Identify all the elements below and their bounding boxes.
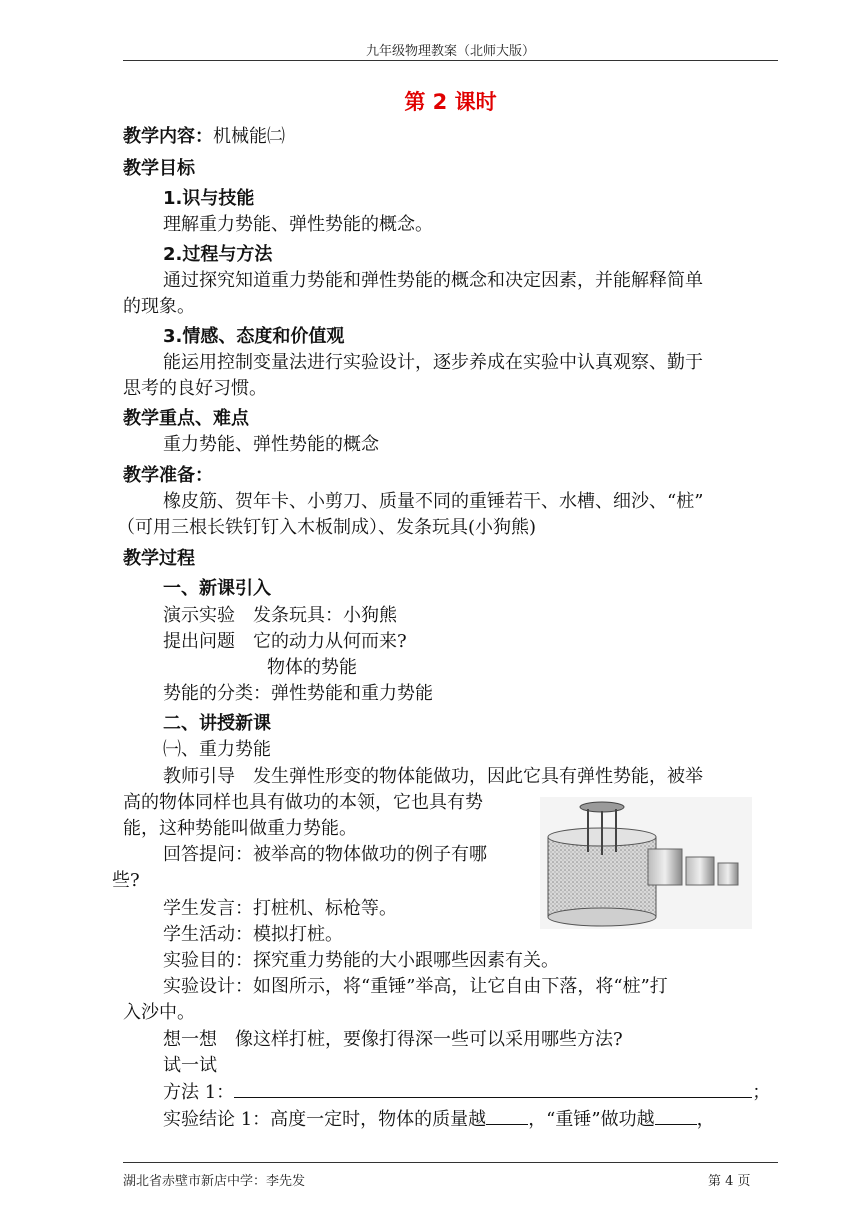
conclusion1-part-a: 实验结论 1：高度一定时，物体的质量越 [163,1109,487,1130]
guide-line-3: 能，这种势能叫做重力势能。 [123,818,357,839]
header-rule [123,60,778,61]
part1-heading: 一、新课引入 [163,578,271,599]
content-line [123,124,285,150]
method1-blank [234,1079,752,1098]
conclusion1-part-c: ， [696,1109,715,1130]
question-line: 提出问题 它的动力从何而来? [163,631,407,652]
method1-end: ； [752,1082,771,1103]
process-heading: 教学过程 [123,548,195,569]
objective-1-text: 理解重力势能、弹性势能的概念。 [163,214,433,235]
try-line: 试一试 [163,1055,217,1076]
classification-line: 势能的分类：弹性势能和重力势能 [163,683,433,704]
objective-3-text-1: 能运用控制变量法进行实验设计，逐步养成在实验中认真观察、勤于 [163,352,703,373]
content-value: 机械能㈡ [213,126,285,147]
objective-3-heading: 3.情感、态度和价值观 [163,326,345,347]
prep-text-1: 橡皮筋、贺年卡、小剪刀、质量不同的重锤若干、水槽、细沙、“桩” [163,491,704,512]
pile-driving-experiment-figure [540,797,752,929]
footer-rule [123,1162,778,1163]
student-activity-line: 学生活动：模拟打桩。 [163,924,343,945]
answer-line-1: 回答提问：被举高的物体做功的例子有哪 [163,844,487,865]
objective-1-heading: 1.识与技能 [163,188,255,209]
part2-heading: 二、讲授新课 [163,713,271,734]
guide-line-1: 教师引导 发生弹性形变的物体能做功，因此它具有弹性势能，被举 [163,766,703,787]
running-header: 九年级物理教案（北师大版） [365,44,535,59]
prep-text-2: （可用三根长铁钉钉入木板制成）、发条玩具(小狗熊) [117,517,537,538]
conclusion1-blank-1 [486,1106,528,1125]
sub1-heading: ㈠、重力势能 [163,739,271,760]
prep-heading: 教学准备： [123,465,213,486]
objective-2-heading: 2.过程与方法 [163,244,273,265]
objective-2-text-1: 通过探究知道重力势能和弹性势能的概念和决定因素，并能解释简单 [163,270,703,291]
lesson-title: 第 2 课时 [404,90,497,114]
conclusion1-line [163,1106,715,1133]
key-points-heading: 教学重点、难点 [123,408,249,429]
potential-line: 物体的势能 [267,657,357,678]
objective-3-text-2: 思考的良好习惯。 [123,378,267,399]
answer-line-2: 些? [112,870,140,891]
student-speak-line: 学生发言：打桩机、标枪等。 [163,898,397,919]
content-label: 教学内容： [123,126,213,147]
footer-page-number: 第 4 页 [708,1174,751,1189]
conclusion1-blank-2 [655,1106,697,1125]
demo-line: 演示实验 发条玩具：小狗熊 [163,605,397,626]
objectives-heading: 教学目标 [123,158,195,179]
key-points-text: 重力势能、弹性势能的概念 [163,434,379,455]
purpose-line: 实验目的：探究重力势能的大小跟哪些因素有关。 [163,950,559,971]
method1-label: 方法 1： [163,1082,235,1103]
guide-line-2: 高的物体同样也具有做功的本领，它也具有势 [123,792,483,813]
objective-2-text-2: 的现象。 [123,296,195,317]
think-line: 想一想 像这样打桩，要像打得深一些可以采用哪些方法? [163,1029,623,1050]
conclusion1-part-b: ，“重锤”做功越 [528,1109,655,1130]
design-line-2: 入沙中。 [123,1002,195,1023]
design-line-1: 实验设计：如图所示，将“重锤”举高，让它自由下落，将“桩”打 [163,976,668,997]
footer-author: 湖北省赤壁市新店中学：李先发 [123,1174,306,1189]
method1-line [163,1079,770,1106]
